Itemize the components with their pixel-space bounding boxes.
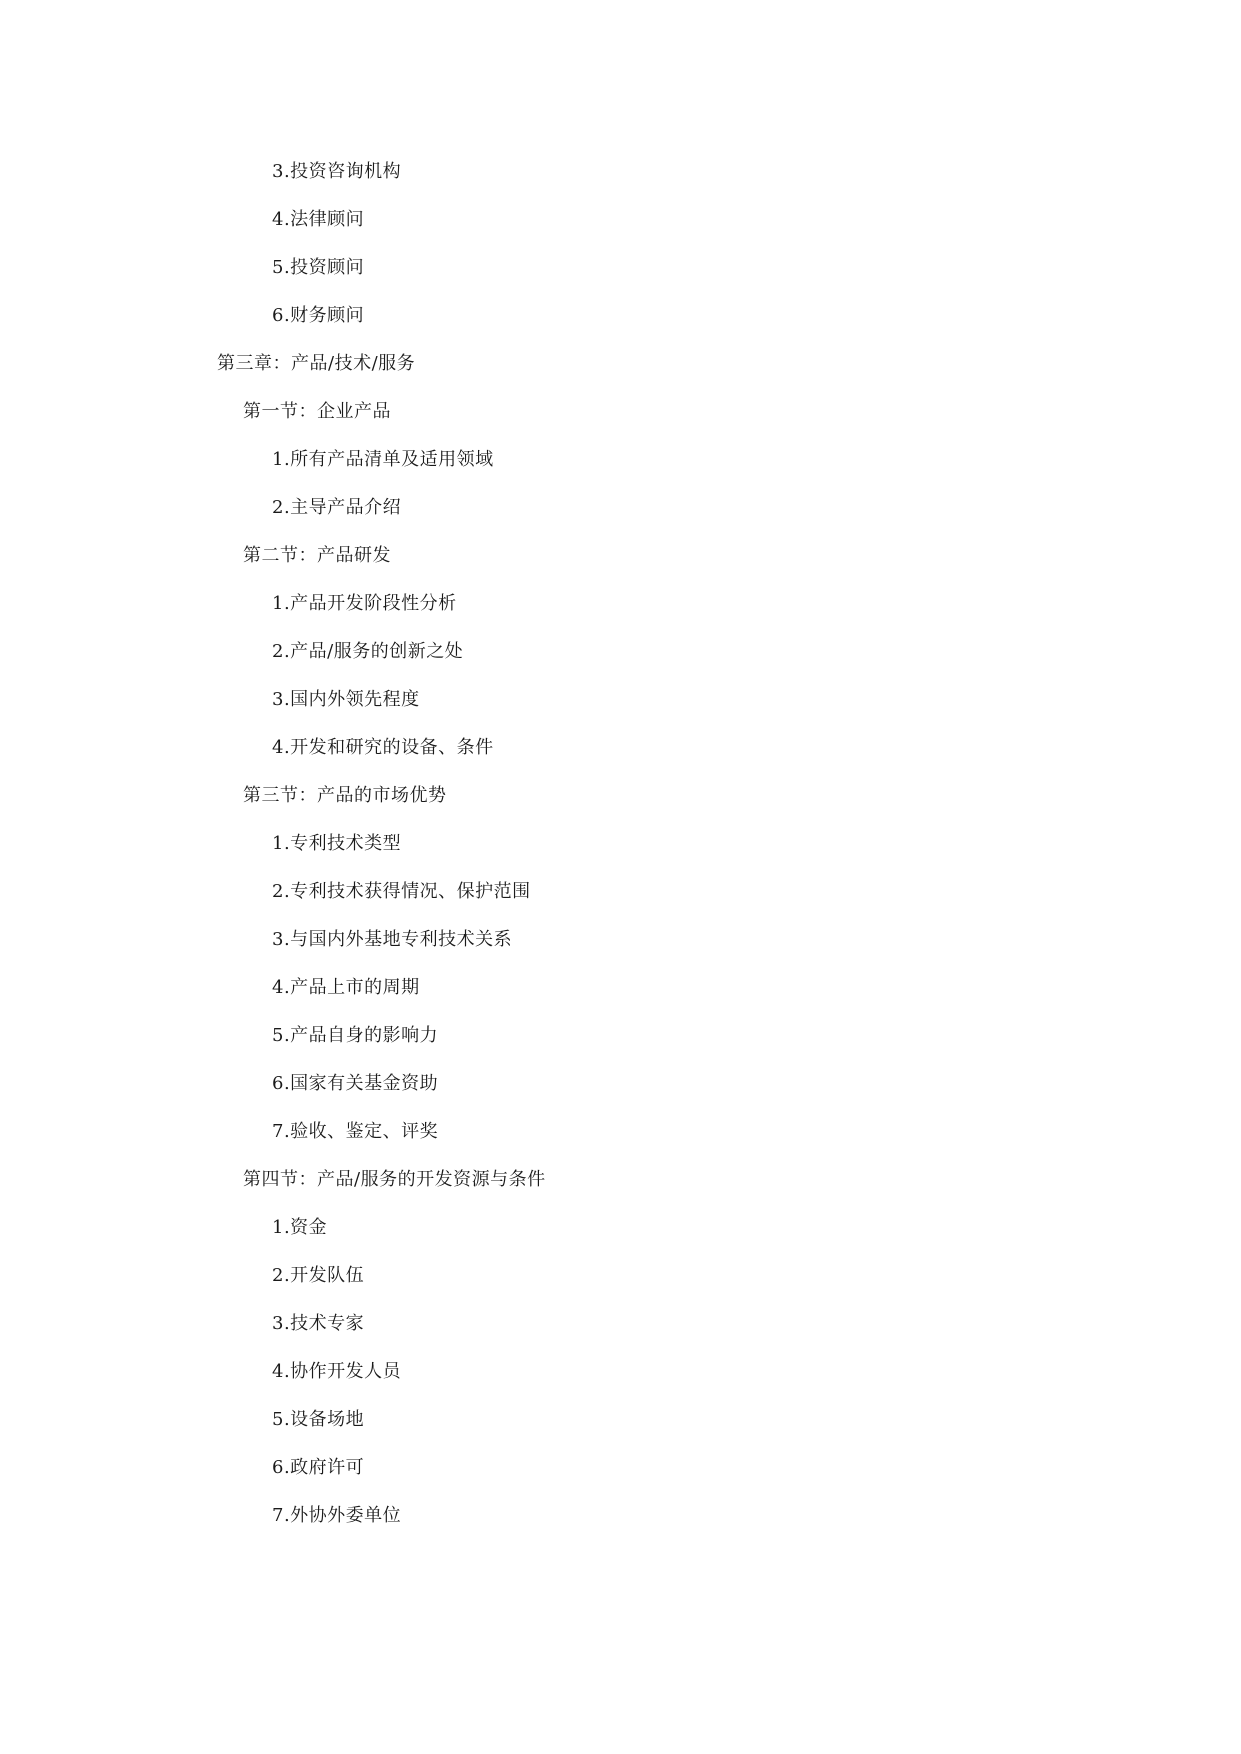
outline-item: 4.开发和研究的设备、条件 [272,737,494,758]
outline-item: 3.投资咨询机构 [272,161,402,182]
outline-item: 4.法律顾问 [272,209,365,230]
outline-item: 3.国内外领先程度 [272,689,420,710]
outline-item: 2.开发队伍 [272,1265,365,1286]
outline-item: 4.协作开发人员 [272,1361,402,1382]
outline-item: 2.主导产品介绍 [272,497,402,518]
outline-item: 1.专利技术类型 [272,833,402,854]
outline-item: 1.资金 [272,1217,328,1238]
outline-item: 3.与国内外基地专利技术关系 [272,929,513,950]
outline-item: 2.产品/服务的创新之处 [272,641,464,662]
section-heading: 第一节：企业产品 [243,401,391,422]
outline-item: 3.技术专家 [272,1313,365,1334]
outline-item: 7.验收、鉴定、评奖 [272,1121,439,1142]
section-heading: 第四节：产品/服务的开发资源与条件 [243,1169,546,1190]
section-heading: 第三节：产品的市场优势 [243,785,447,806]
outline-item: 5.设备场地 [272,1409,365,1430]
outline-item: 2.专利技术获得情况、保护范围 [272,881,531,902]
outline-item: 1.所有产品清单及适用领域 [272,449,494,470]
outline-item: 7.外协外委单位 [272,1505,402,1526]
outline-item: 5.产品自身的影响力 [272,1025,439,1046]
outline-item: 5.投资顾问 [272,257,365,278]
outline-item: 6.财务顾问 [272,305,365,326]
chapter-heading: 第三章：产品/技术/服务 [217,353,416,374]
outline-item: 6.政府许可 [272,1457,365,1478]
section-heading: 第二节：产品研发 [243,545,391,566]
outline-item: 4.产品上市的周期 [272,977,420,998]
outline-item: 6.国家有关基金资助 [272,1073,439,1094]
outline-item: 1.产品开发阶段性分析 [272,593,457,614]
